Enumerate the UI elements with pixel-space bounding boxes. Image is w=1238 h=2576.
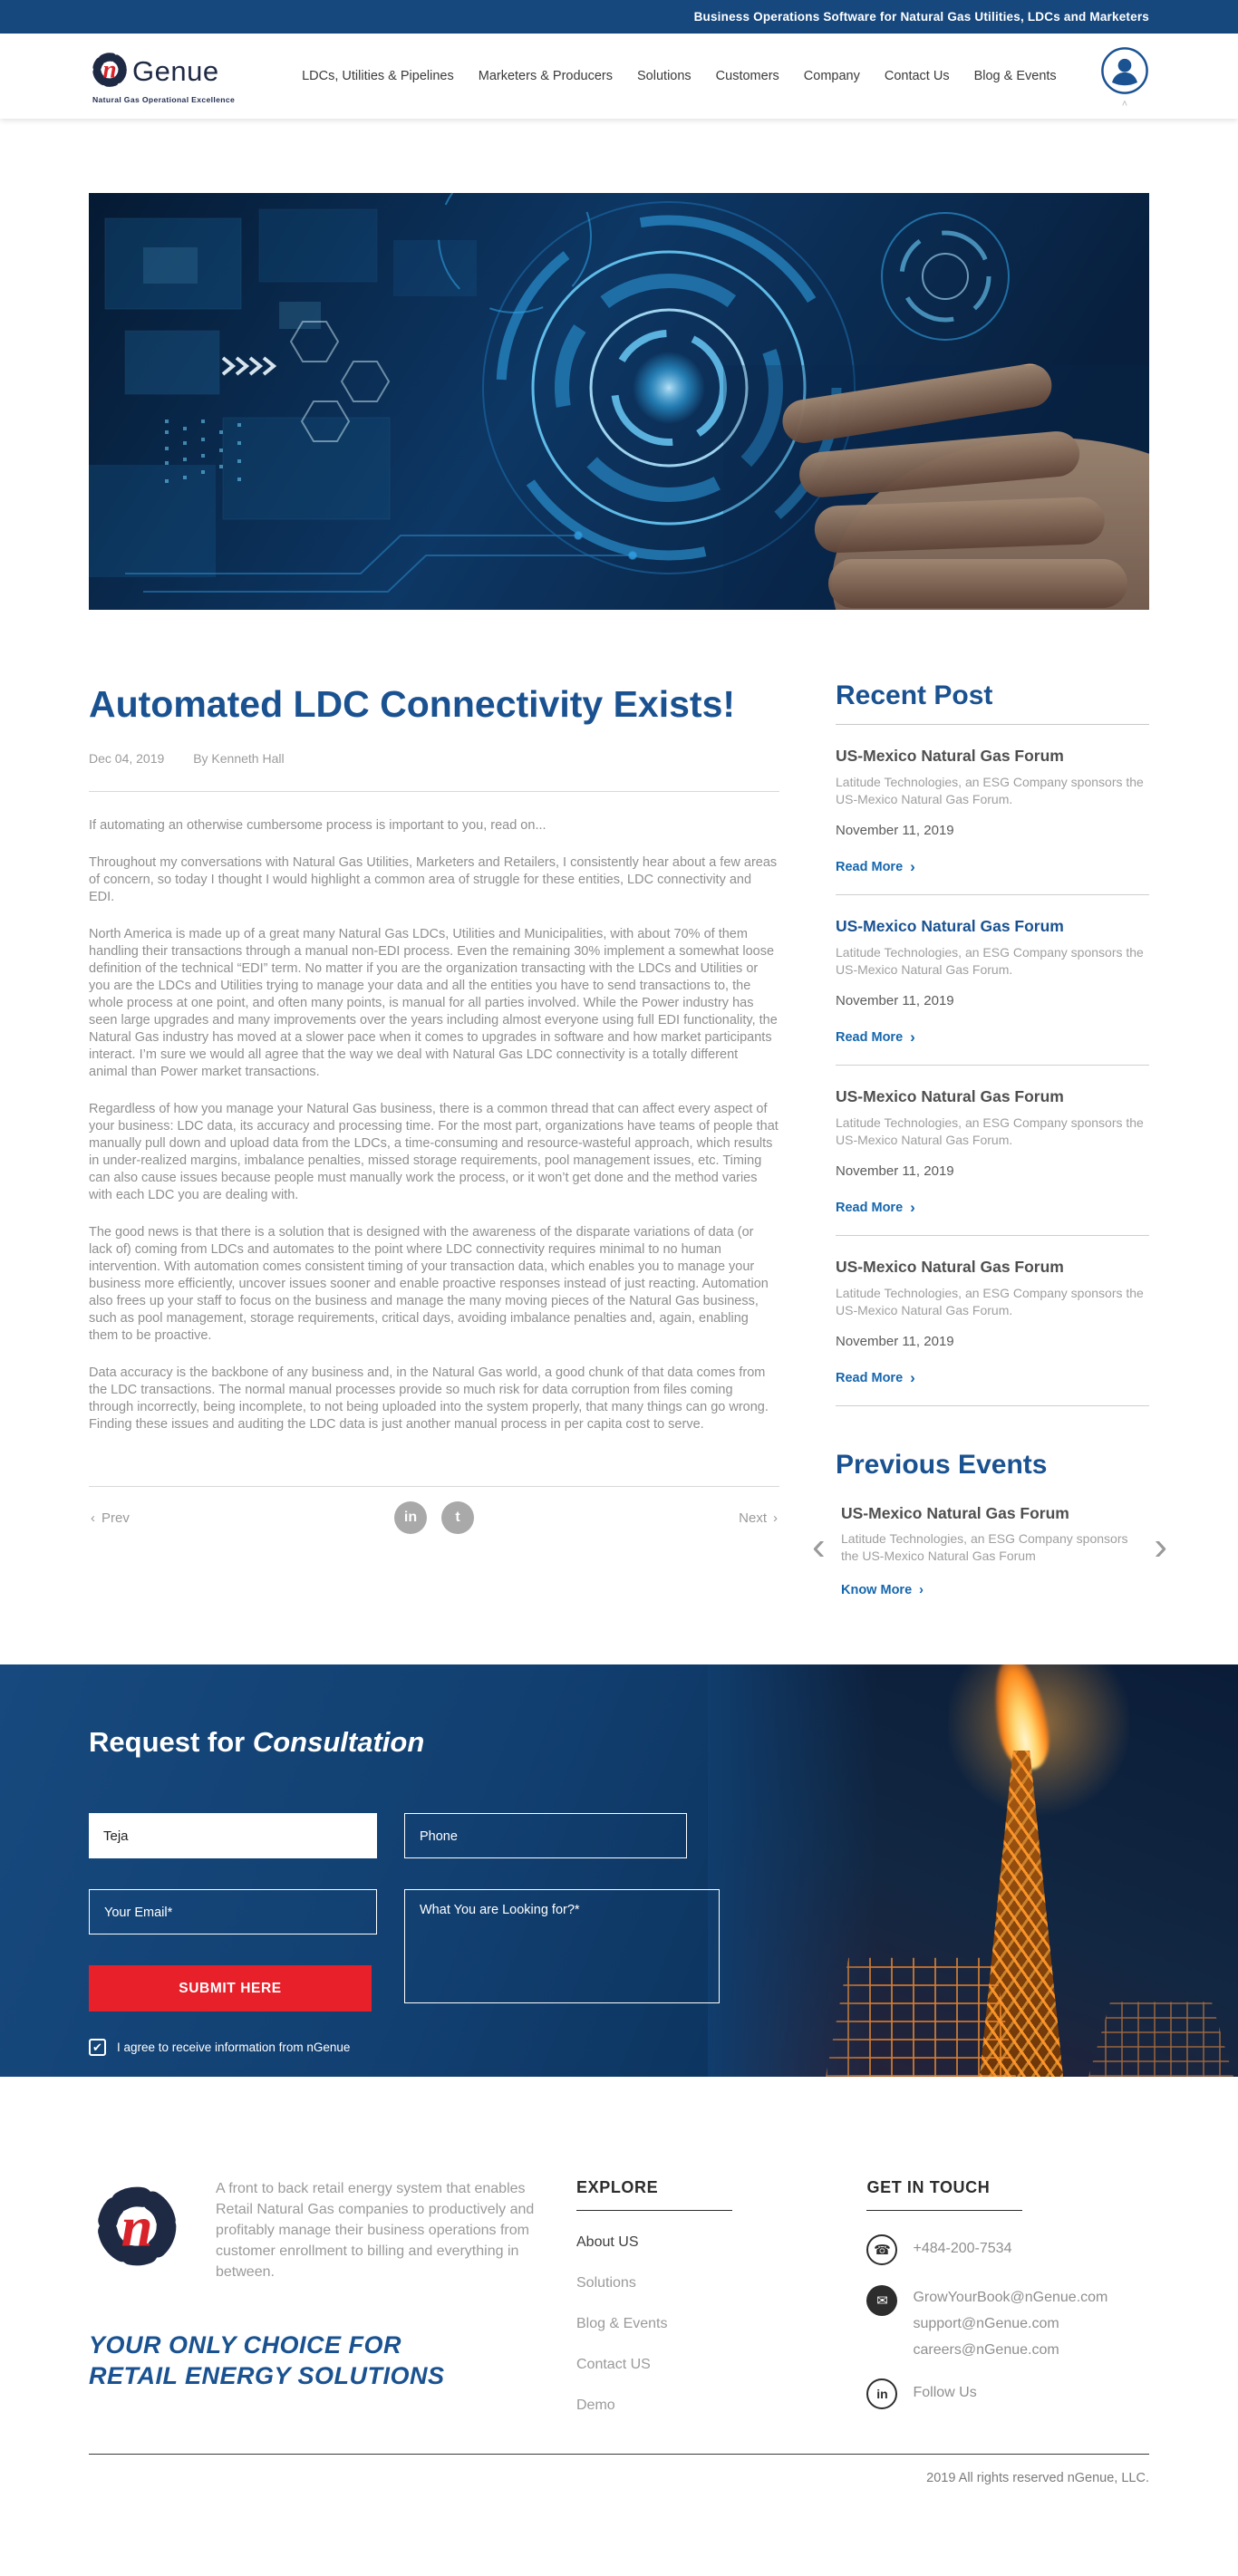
top-announcement-bar bbox=[0, 0, 1238, 34]
nav-company[interactable]: Company bbox=[803, 69, 860, 83]
recent-post-desc: Latitude Technologies, an ESG Company sponsors the US-Mexico Natural Gas Forum. bbox=[836, 1115, 1144, 1147]
read-more-link[interactable]: Read More › bbox=[836, 858, 915, 875]
event-title[interactable]: US-Mexico Natural Gas Forum bbox=[841, 1504, 1069, 1522]
post-author: By Kenneth Hall bbox=[193, 751, 285, 766]
meta-divider bbox=[89, 791, 779, 792]
check-icon: ✔ bbox=[92, 2040, 102, 2054]
linkedin-share-icon[interactable]: in bbox=[394, 1501, 427, 1534]
post-date: Dec 04, 2019 bbox=[89, 751, 165, 766]
brand-name: Genue bbox=[132, 54, 219, 87]
logo-gear-icon bbox=[89, 48, 131, 94]
mail-icon[interactable]: ✉ bbox=[866, 2285, 897, 2316]
post-navigation bbox=[89, 1487, 779, 1541]
chevron-left-icon: ‹ bbox=[91, 1510, 95, 1526]
recent-post-date: November 11, 2019 bbox=[836, 823, 954, 838]
site-header bbox=[0, 34, 1238, 119]
previous-events-heading: Previous Events bbox=[836, 1450, 1048, 1480]
footer-contact-column bbox=[866, 2178, 1149, 2414]
article-paragraph: Throughout my conversations with Natural Gas Utilities, Marketers and Retailers, I consistently hear about a few areas of concern, so today I thought I would highlight a common area of struggle for these entities, LDC connectivity and EDI. bbox=[89, 855, 778, 904]
phone-number[interactable]: +484-200-7534 bbox=[913, 2241, 1012, 2256]
linkedin-icon[interactable]: in bbox=[866, 2378, 897, 2409]
prev-post-link[interactable]: ‹ Prev bbox=[91, 1510, 130, 1526]
consent-label: I agree to receive information from nGenue bbox=[117, 2041, 351, 2054]
recent-post-date: November 11, 2019 bbox=[836, 1163, 954, 1179]
footer-link-demo[interactable]: Demo bbox=[576, 2398, 615, 2413]
article-paragraph: The good news is that there is a solution that is designed with the awareness of the disparate variations of data (or lack of) coming from LDCs and automates to the point where LDC connectivity requires minimal to no human intervention. With automation comes consistent timing of your transaction data, which enables you to manage your business more efficiently, uncover issues sooner and enable proactive responses instead of just reacting. Automation also frees up your staff to focus on the business and manage the many moving pieces of the Natural Gas business, such as pool management, storage requirements, critical days, avoiding imbalance penalties and, again, enabling them to be proactive. bbox=[89, 1225, 769, 1343]
previous-events bbox=[812, 1450, 1167, 1597]
recent-post-date: November 11, 2019 bbox=[836, 993, 954, 1008]
chevron-right-icon: › bbox=[910, 1369, 915, 1386]
nav-solutions[interactable]: Solutions bbox=[637, 69, 692, 83]
consultation-section bbox=[0, 1664, 1238, 2077]
consent-row bbox=[89, 2039, 350, 2056]
recent-post-title[interactable]: US-Mexico Natural Gas Forum bbox=[836, 917, 1064, 935]
nav-ldcs-utilities-pipelines[interactable]: LDCs, Utilities & Pipelines bbox=[302, 69, 454, 83]
chevron-right-icon: › bbox=[910, 1199, 915, 1216]
footer-link-contact-us[interactable]: Contact US bbox=[576, 2357, 651, 2372]
recent-post-title[interactable]: US-Mexico Natural Gas Forum bbox=[836, 747, 1064, 765]
explore-heading: EXPLORE bbox=[576, 2178, 732, 2211]
footer-brand-block bbox=[89, 2178, 535, 2414]
know-more-link[interactable]: Know More › bbox=[841, 1583, 924, 1597]
recent-post-title[interactable]: US-Mexico Natural Gas Forum bbox=[836, 1258, 1064, 1276]
recent-post-item bbox=[836, 895, 1149, 1066]
share-icons bbox=[394, 1501, 474, 1534]
read-more-link[interactable]: Read More › bbox=[836, 1028, 915, 1046]
recent-post-date: November 11, 2019 bbox=[836, 1334, 954, 1349]
svg-text:n: n bbox=[121, 2195, 153, 2259]
recent-post-desc: Latitude Technologies, an ESG Company sponsors the US-Mexico Natural Gas Forum. bbox=[836, 945, 1144, 977]
recent-post-item bbox=[836, 1066, 1149, 1236]
user-avatar-icon[interactable] bbox=[1100, 46, 1149, 100]
event-desc: Latitude Technologies, an ESG Company sponsors the US-Mexico Natural Gas Forum bbox=[841, 1531, 1128, 1563]
email-careers[interactable]: careers@nGenue.com bbox=[913, 2342, 1059, 2358]
chevron-right-icon: › bbox=[910, 1028, 915, 1046]
footer-explore-column bbox=[576, 2178, 821, 2414]
chevron-right-icon: › bbox=[919, 1583, 924, 1597]
recent-post-item bbox=[836, 1236, 1149, 1406]
email-growyourbook[interactable]: GrowYourBook@nGenue.com bbox=[913, 2290, 1108, 2305]
carousel-next-icon[interactable]: › bbox=[1154, 1524, 1167, 1568]
recent-post-item bbox=[836, 725, 1149, 895]
consultation-heading: Request for Consultation bbox=[89, 1726, 425, 1758]
post-body bbox=[89, 817, 779, 1433]
sidebar bbox=[812, 680, 1167, 1597]
nav-blog-events[interactable]: Blog & Events bbox=[973, 69, 1057, 83]
email-input[interactable] bbox=[89, 1889, 377, 1934]
submit-button[interactable]: SUBMIT HERE bbox=[89, 1965, 372, 2012]
read-more-link[interactable]: Read More › bbox=[836, 1369, 915, 1386]
email-row bbox=[866, 2285, 1149, 2359]
nav-contact-us[interactable]: Contact Us bbox=[884, 69, 950, 83]
topbar-text: Business Operations Software for Natural Gas Utilities, LDCs and Marketers bbox=[693, 9, 1149, 24]
phone-icon[interactable]: ☎ bbox=[866, 2234, 897, 2265]
phone-row bbox=[866, 2234, 1149, 2265]
logo-tagline: Natural Gas Operational Excellence bbox=[92, 95, 236, 104]
phone-input[interactable] bbox=[404, 1813, 687, 1858]
nav-customers[interactable]: Customers bbox=[715, 69, 779, 83]
copyright-text: 2019 All rights reserved nGenue, LLC. bbox=[926, 2471, 1149, 2485]
footer-link-blog-events[interactable]: Blog & Events bbox=[576, 2316, 668, 2331]
recent-post-title[interactable]: US-Mexico Natural Gas Forum bbox=[836, 1087, 1064, 1105]
footer-link-about-us[interactable]: About US bbox=[576, 2234, 639, 2250]
caret-up-icon: ˄ bbox=[1121, 98, 1128, 110]
recent-post-desc: Latitude Technologies, an ESG Company sponsors the US-Mexico Natural Gas Forum. bbox=[836, 775, 1144, 806]
nav-marketers-producers[interactable]: Marketers & Producers bbox=[478, 69, 614, 83]
event-card bbox=[836, 1504, 1149, 1565]
article-paragraph: If automating an otherwise cumbersome process is important to you, read on... bbox=[89, 818, 546, 833]
hero-image bbox=[89, 193, 1149, 610]
follow-us-link[interactable]: Follow Us bbox=[913, 2385, 977, 2400]
blog-article bbox=[89, 680, 779, 1541]
message-textarea[interactable] bbox=[404, 1889, 720, 2003]
get-in-touch-heading: GET IN TOUCH bbox=[866, 2178, 1022, 2211]
account-menu[interactable] bbox=[1100, 46, 1149, 110]
footer-link-solutions[interactable]: Solutions bbox=[576, 2275, 636, 2291]
tumblr-share-icon[interactable]: t bbox=[441, 1501, 474, 1534]
read-more-link[interactable]: Read More › bbox=[836, 1199, 915, 1216]
article-paragraph: Regardless of how you manage your Natural Gas business, there is a common thread that can affect every aspect of your business: LDC data, its accuracy and processing time. For the most part, organizations have teams of people that manually pull down and upload data from the LDCs, a time-consuming and resource-wasteful approach, which results in under-realized margins, imbalance penalties, missed storage requirements, pool management issues, etc. Timing can also cause issues because people must manually work the process, or it won’t get done and the method varies with each LDC you are dealing with. bbox=[89, 1102, 779, 1202]
follow-row bbox=[866, 2378, 1149, 2409]
article-paragraph: Data accuracy is the backbone of any business and, in the Natural Gas world, a good chunk of that data comes from the LDC transactions. The normal manual processes provide so much risk for data corruption from files coming through incorrectly, being incomplete, to not being uploaded into the system properly, that many things can go wrong. Finding these issues and auditing the LDC data is just another manual process in per capita cost to serve. bbox=[89, 1365, 769, 1432]
recent-posts-heading: Recent Post bbox=[836, 680, 993, 710]
consultation-form bbox=[89, 1664, 1149, 2056]
name-input[interactable] bbox=[89, 1813, 377, 1858]
consent-checkbox[interactable] bbox=[89, 2039, 106, 2056]
next-post-link[interactable]: Next › bbox=[739, 1510, 778, 1526]
carousel-prev-icon[interactable]: ‹ bbox=[812, 1524, 826, 1568]
recent-post-desc: Latitude Technologies, an ESG Company sponsors the US-Mexico Natural Gas Forum. bbox=[836, 1286, 1144, 1317]
page-title: Automated LDC Connectivity Exists! bbox=[89, 683, 736, 725]
chevron-right-icon: › bbox=[910, 858, 915, 875]
email-support[interactable]: support@nGenue.com bbox=[913, 2316, 1059, 2331]
logo[interactable] bbox=[89, 48, 235, 104]
footer-about-text: A front to back retail energy system that enables Retail Natural Gas companies to productively and profitably manage their business operations from customer enrollment to billing and everything in between. bbox=[216, 2181, 535, 2280]
footer-logo-gear-icon bbox=[89, 2178, 185, 2282]
chevron-right-icon: › bbox=[773, 1510, 778, 1526]
post-meta bbox=[89, 751, 779, 766]
site-footer bbox=[0, 2077, 1238, 2538]
svg-text:n: n bbox=[102, 55, 117, 83]
main-navigation bbox=[262, 69, 1100, 83]
footer-slogan: YOUR ONLY CHOICE FOR RETAIL ENERGY SOLUTIONS bbox=[89, 2331, 445, 2389]
article-paragraph: North America is made up of a great many Natural Gas LDCs, Utilities and Municipalities, with about 70% of them handling their transactions through a manual non-EDI process. Even the remaining 30% implement a somewhat loose definition of the technical “EDI” term. No matter if you are the organization transacting with the LDCs and Utilities or you are the LDCs and Utilities trying to manage your data and all the entities you have to send transactions to, the whole process at one point, and often many points, is manual for all parties involved. While the Power industry has seen large upgrades and many improvements over the years including almost everyone using full EDI functionality, the Natural Gas industry has moved at a slower pace when it comes to upgrades in software and how market participants interact. I’m sure we would all agree that the way we deal with Natural Gas LDC connectivity is a totally different animal than Power market transactions. bbox=[89, 927, 778, 1079]
